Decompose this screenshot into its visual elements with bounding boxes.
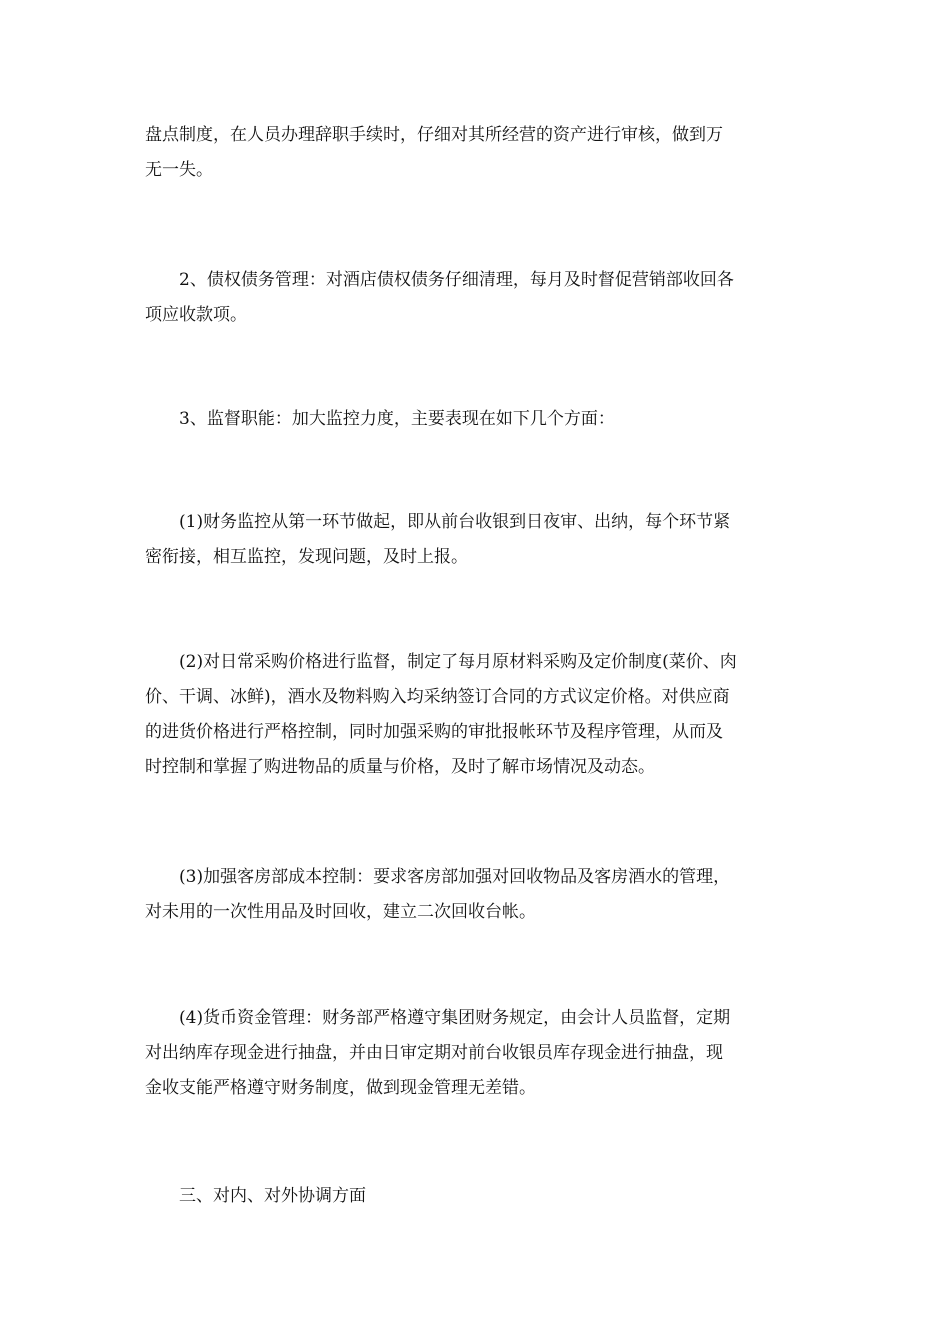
paragraph-debt-management — [145, 263, 815, 333]
text-line: (2)对日常采购价格进行监督，制定了每月原材料采购及定价制度(菜价、肉 — [145, 652, 737, 672]
text-line: 价、干调、冰鲜)，酒水及物料购入均采纳签订合同的方式议定价格。对供应商 — [145, 687, 730, 707]
text-line: 三、对内、对外协调方面 — [145, 1186, 366, 1206]
text-line: 的进货价格进行严格控制，同时加强采购的审批报帐环节及程序管理，从而及 — [145, 722, 723, 742]
paragraph-purchase-price-supervision — [145, 645, 815, 785]
paragraph-financial-monitoring — [145, 505, 815, 575]
paragraph-supervision-function — [145, 402, 815, 437]
text-line: 3、监督职能：加大监控力度，主要表现在如下几个方面： — [145, 409, 615, 429]
paragraph-cash-management — [145, 1001, 815, 1106]
text-line: 盘点制度，在人员办理辞职手续时，仔细对其所经营的资产进行审核，做到万 — [145, 125, 723, 145]
text-line: 金收支能严格遵守财务制度，做到现金管理无差错。 — [145, 1078, 536, 1098]
text-line: 对未用的一次性用品及时回收，建立二次回收台帐。 — [145, 902, 536, 922]
paragraph-housekeeping-cost-control — [145, 860, 815, 930]
text-line: 时控制和掌握了购进物品的质量与价格，及时了解市场情况及动态。 — [145, 757, 655, 777]
text-line: 2、债权债务管理：对酒店债权债务仔细清理，每月及时督促营销部收回各 — [145, 270, 734, 290]
text-line: 密衔接，相互监控，发现问题，及时上报。 — [145, 547, 468, 567]
text-line: (1)财务监控从第一环节做起，即从前台收银到日夜审、出纳，每个环节紧 — [145, 512, 731, 532]
text-line: 对出纳库存现金进行抽盘，并由日审定期对前台收银员库存现金进行抽盘，现 — [145, 1043, 723, 1063]
text-line: 项应收款项。 — [145, 305, 247, 325]
section-heading-coordination — [145, 1179, 815, 1214]
paragraph-asset-inventory — [145, 118, 815, 188]
text-line: (4)货币资金管理：财务部严格遵守集团财务规定，由会计人员监督，定期 — [145, 1008, 731, 1028]
text-line: 无一失。 — [145, 160, 213, 180]
text-line: (3)加强客房部成本控制：要求客房部加强对回收物品及客房酒水的管理， — [145, 867, 731, 887]
